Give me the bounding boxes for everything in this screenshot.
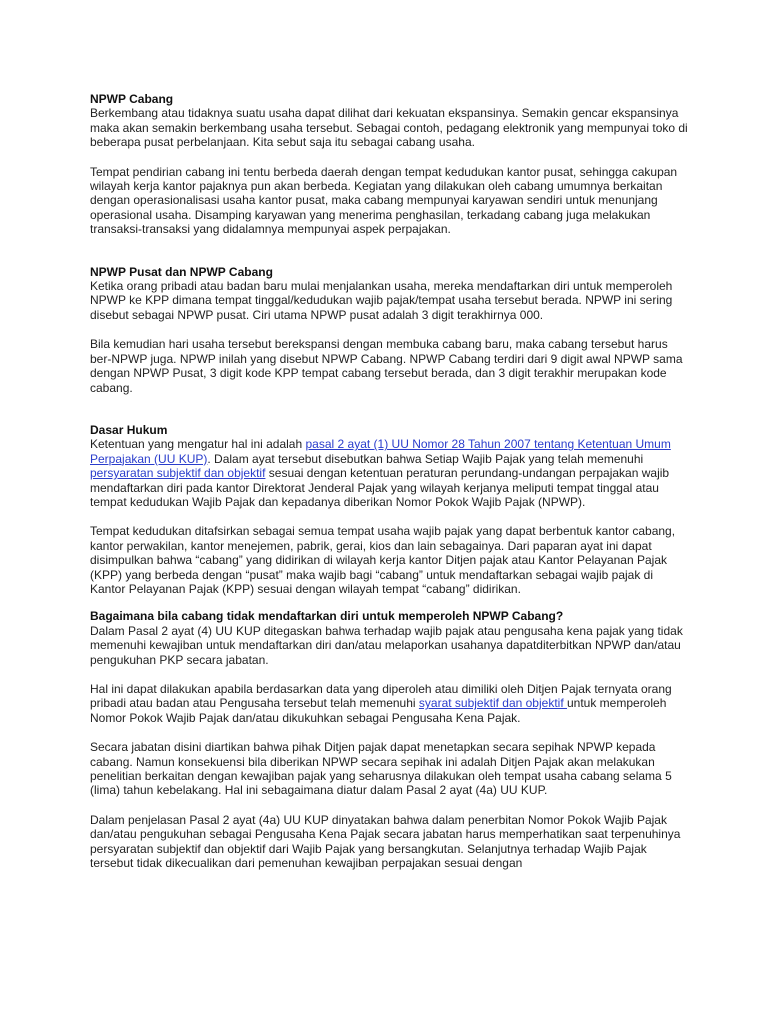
link-pasal-2-ayat-1[interactable]: pasal 2 ayat (1) UU Nomor 28 Tahun 2007 tentang Ketentuan Umum Perpajakan (UU KUP) [90,437,671,466]
section-title-npwp-cabang: NPWP Cabang [90,92,174,106]
paragraph-bagaimana-4: Dalam penjelasan Pasal 2 ayat (4a) UU KUP dinyatakan bahwa dalam penerbitan Nomor Pokok Wajib Pajak dan/atau pengukuhan sebagai Pengusaha Kena Pajak secara jabatan harus memperhatikan saat terpenuhinya persyaratan subjektif dan objektif dari Wajib Pajak yang bersangkutan. Selanjutnya terhadap Wajib Pajak tersebut tidak dikecualikan dari pemenuhan kewajiban perpajakan sesuai dengan [90,812,681,871]
section-title-dasar-hukum: Dasar Hukum [90,422,168,437]
paragraph-bagaimana-1: Dalam Pasal 2 ayat (4) UU KUP ditegaskan bahwa terhadap wajib pajak atau pengusaha kena pajak yang tidak memenuhi kewajiban untuk mendaftarkan diri dan/atau melaporkan usahanya dapatditerbitkan NPWP dan/atau pengukuhan PKP secara jabatan. [90,623,683,667]
paragraph-npwp-cabang-1: Berkembang atau tidaknya suatu usaha dapat dilihat dari kekuatan ekspansinya. Semakin gencar ekspansinya maka akan semakin berkembang usaha tersebut. Sebagai contoh, pedagang elektronik yang mempunyai toko di beberapa pusat perbelanjaan. Kita sebut saja itu sebagai cabang usaha. [90,106,688,150]
link-syarat-subjektif-objektif[interactable]: syarat subjektif dan objektif [418,696,567,711]
text-fragment: sesuai dengan ketentuan peraturan perundang-undangan perpajakan wajib mendaftarkan diri pada kantor Direktorat Jenderal Pajak yang wilayah kerjanya meliputi tempat tinggal atau tempat kedudukan Wajib Pajak dan kepadanya diberikan Nomor Pokok Wajib Pajak (NPWP). [90,466,670,509]
text-fragment: . Dalam ayat tersebut disebutkan bahwa Setiap Wajib Pajak yang telah memenuhi [207,451,644,466]
paragraph-npwp-cabang-2: Tempat pendirian cabang ini tentu berbeda daerah dengan tempat kedudukan kantor pusat, sehingga cakupan wilayah kerja kantor pajaknya pun akan berbeda. Kegiatan yang dilakukan oleh cabang umumnya berkaitan dengan operasionalisasi usaha kantor pusat, maka cabang mempunyai karyawan sendiri untuk menunjang operasional usaha. Disamping karyawan yang menerima penghasilan, terkadang cabang juga melakukan transaksi-transaksi yang didalamnya mempunyai aspek perpajakan. [90,164,678,237]
section-title-pusat-cabang: NPWP Pusat dan NPWP Cabang [90,264,273,279]
paragraph-dasar-hukum-2: Tempat kedudukan ditafsirkan sebagai semua tempat usaha wajib pajak yang dapat berbentuk kantor cabang, kantor perwakilan, kantor menejemen, pabrik, gerai, kios dan lain sebagainya. Dari paparan ayat ini dapat disimpulkan bahwa “cabang” yang didirikan di wilayah kerja kantor Ditjen pajak atau Kantor Pelayanan Pajak (KPP) yang berbeda dengan “pusat” maka wajib bagi “cabang” untuk mendaftarkan sebagai wajib pajak di Kantor Pelayanan Pajak (KPP) sesuai dengan wilayah tempat “cabang” didirikan. [90,524,676,596]
text-fragment: untuk memperoleh Nomor Pokok Wajib Pajak dan/atau dikukuhkan sebagai Pengusaha Kena Pajak. [90,696,667,725]
paragraph-pusat-cabang-1: Ketika orang pribadi atau badan baru mulai menjalankan usaha, mereka mendaftarkan diri untuk memperoleh NPWP ke KPP dimana tempat tinggal/kedudukan wajib pajak/tempat usaha tersebut berada. NPWP ini sering disebut sebagai NPWP pusat. Ciri utama NPWP pusat adalah 3 digit terakhirnya 000. [90,279,673,322]
paragraph-bagaimana-2 [90,682,690,725]
text-fragment: Hal ini dapat dilakukan apabila berdasarkan data yang diperoleh atau dimiliki oleh Ditjen Pajak ternyata orang pribadi atau badan atau Pengusaha tersebut telah memenuhi [90,682,672,711]
paragraph-pusat-cabang-2: Bila kemudian hari usaha tersebut berekspansi dengan membuka cabang baru, maka cabang tersebut harus ber-NPWP juga. NPWP inilah yang disebut NPWP Cabang. NPWP Cabang terdiri dari 9 digit awal NPWP sama dengan NPWP Pusat, 3 digit kode KPP tempat cabang tersebut berada, dan 3 digit terakhir merupakan kode cabang. [90,337,683,395]
section-title-bagaimana: Bagaimana bila cabang tidak mendaftarkan diri untuk memperoleh NPWP Cabang? [90,609,564,624]
link-persyaratan-subjektif-objektif[interactable]: persyaratan subjektif dan objektif [90,466,266,481]
paragraph-bagaimana-3: Secara jabatan disini diartikan bahwa pihak Ditjen pajak dapat menetapkan secara sepihak NPWP kepada cabang. Namun konsekuensi bila diberikan NPWP secara sepihak ini adalah Ditjen Pajak akan melakukan penelitian berkaitan dengan kewajiban pajak yang seharusnya dilakukan oleh tempat usaha cabang selama 5 (lima) tahun kebelakang. Hal ini sebagaimana diatur dalam Pasal 2 ayat (4a) UU KUP. [90,740,672,798]
paragraph-dasar-hukum-1 [90,437,690,509]
document-page [90,92,690,870]
text-fragment: Ketentuan yang mengatur hal ini adalah [90,437,306,452]
